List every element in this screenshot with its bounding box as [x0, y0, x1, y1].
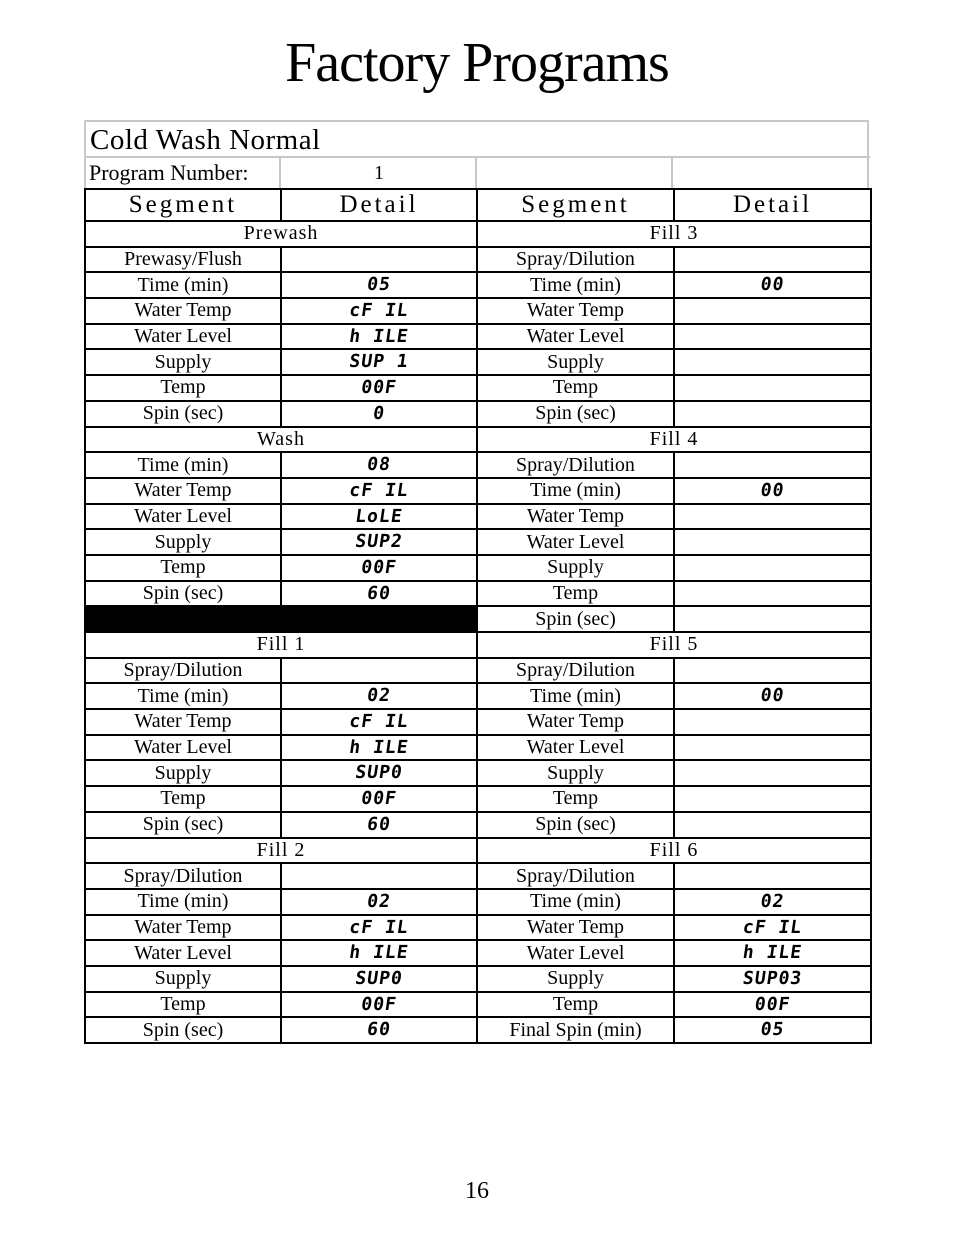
- table-row: [85, 529, 871, 555]
- segment-cell: Water Level: [85, 324, 281, 350]
- detail-cell: cF IL: [279, 478, 479, 504]
- detail-cell: [672, 324, 873, 350]
- segment-cell: Spin (sec): [85, 581, 281, 607]
- segment-cell: Supply: [477, 349, 674, 375]
- program-number-label: Program Number:: [89, 160, 249, 185]
- detail-cell: 02: [279, 683, 479, 709]
- page-title: Factory Programs: [285, 32, 669, 94]
- detail-cell: cF IL: [672, 915, 873, 941]
- detail-cell: [279, 247, 479, 273]
- table-row: [85, 966, 871, 992]
- column-header-segment: Segment: [477, 189, 674, 221]
- detail-cell: [279, 658, 479, 684]
- program-name: Cold Wash Normal: [90, 124, 321, 156]
- table-row: [85, 683, 871, 709]
- table-row: [85, 812, 871, 838]
- table-row: [85, 478, 871, 504]
- detail-cell: [672, 709, 873, 735]
- segment-cell: Water Level: [477, 735, 674, 761]
- detail-cell: SUP0: [279, 966, 479, 992]
- segment-cell: Supply: [85, 966, 281, 992]
- table-row: [85, 349, 871, 375]
- detail-cell: h ILE: [279, 940, 479, 966]
- segment-cell: Time (min): [85, 452, 281, 478]
- detail-cell: h ILE: [279, 735, 479, 761]
- table-row: [85, 247, 871, 273]
- segment-cell: Supply: [477, 760, 674, 786]
- segment-cell: Spray/Dilution: [477, 658, 674, 684]
- segment-cell: Water Level: [477, 529, 674, 555]
- detail-cell: h ILE: [672, 940, 873, 966]
- segment-cell: Time (min): [477, 272, 674, 298]
- segment-cell: Water Level: [85, 504, 281, 530]
- segment-cell: Temp: [85, 992, 281, 1018]
- detail-cell: [672, 349, 873, 375]
- table-row: [85, 427, 871, 453]
- detail-cell: [672, 735, 873, 761]
- segment-cell: Supply: [85, 349, 281, 375]
- table-row: [85, 1017, 871, 1043]
- segment-cell: Water Temp: [85, 478, 281, 504]
- segment-cell: Supply: [85, 529, 281, 555]
- detail-cell: SUP2: [279, 529, 479, 555]
- detail-cell: 02: [672, 889, 873, 915]
- program-header-divider: [84, 156, 870, 158]
- table-row: [85, 324, 871, 350]
- segment-cell: Time (min): [85, 683, 281, 709]
- segment-cell: Time (min): [477, 683, 674, 709]
- table-row: [85, 915, 871, 941]
- segment-cell: Water Level: [85, 940, 281, 966]
- table-row: [85, 658, 871, 684]
- detail-cell: 02: [279, 889, 479, 915]
- table-row: [85, 632, 871, 658]
- detail-cell: [672, 555, 873, 581]
- segment-cell: Prewasy/Flush: [85, 247, 281, 273]
- table-row: [85, 838, 871, 864]
- segment-cell: Time (min): [477, 478, 674, 504]
- section-title: Fill 1: [85, 632, 477, 658]
- segment-cell: Water Temp: [477, 504, 674, 530]
- segment-cell: Time (min): [85, 889, 281, 915]
- detail-cell: SUP0: [279, 760, 479, 786]
- segment-cell: Supply: [477, 555, 674, 581]
- detail-cell: 00F: [279, 555, 479, 581]
- table-row: [85, 735, 871, 761]
- detail-cell: [672, 581, 873, 607]
- detail-cell: [672, 760, 873, 786]
- table-row: [85, 555, 871, 581]
- detail-cell: [672, 452, 873, 478]
- table-row: [85, 272, 871, 298]
- segment-cell: Water Level: [477, 324, 674, 350]
- segment-cell: Temp: [477, 581, 674, 607]
- segment-cell: Water Level: [477, 940, 674, 966]
- segment-cell: Water Level: [85, 735, 281, 761]
- table-row: [85, 504, 871, 530]
- program-number-divider-1: [279, 157, 281, 188]
- segment-cell: Spin (sec): [85, 1017, 281, 1043]
- detail-cell: [672, 606, 873, 632]
- detail-cell: LoLE: [279, 504, 479, 530]
- table-header-row: [85, 189, 871, 221]
- detail-cell: [672, 504, 873, 530]
- segment-cell: Spin (sec): [85, 812, 281, 838]
- table-row: [85, 863, 871, 889]
- detail-cell: [672, 529, 873, 555]
- segment-cell: Temp: [477, 375, 674, 401]
- detail-cell: 60: [279, 1017, 479, 1043]
- table-row: [85, 298, 871, 324]
- segment-cell: Temp: [477, 786, 674, 812]
- detail-cell: 60: [279, 812, 479, 838]
- blackout-bar: [85, 606, 477, 632]
- segment-cell: Time (min): [477, 889, 674, 915]
- segment-cell: Time (min): [85, 272, 281, 298]
- detail-cell: h ILE: [279, 324, 479, 350]
- detail-cell: 00F: [279, 992, 479, 1018]
- detail-cell: 08: [279, 452, 479, 478]
- segment-cell: Spin (sec): [477, 812, 674, 838]
- detail-cell: 00F: [279, 375, 479, 401]
- table-row: [85, 221, 871, 247]
- detail-cell: 60: [279, 581, 479, 607]
- detail-cell: 00F: [672, 992, 873, 1018]
- segment-cell: Spray/Dilution: [85, 863, 281, 889]
- table-row: [85, 889, 871, 915]
- section-title: Fill 6: [477, 838, 871, 864]
- detail-cell: SUP03: [672, 966, 873, 992]
- segment-cell: Water Temp: [85, 298, 281, 324]
- section-title: Fill 3: [477, 221, 871, 247]
- detail-cell: [672, 401, 873, 427]
- section-title: Fill 5: [477, 632, 871, 658]
- segment-cell: Water Temp: [477, 709, 674, 735]
- detail-cell: SUP 1: [279, 349, 479, 375]
- table-row: [85, 606, 871, 632]
- segment-cell: Temp: [85, 375, 281, 401]
- segment-cell: Water Temp: [477, 915, 674, 941]
- table-row: [85, 786, 871, 812]
- detail-cell: [279, 863, 479, 889]
- segment-cell: Supply: [85, 760, 281, 786]
- detail-cell: 00: [672, 683, 873, 709]
- segment-cell: Spray/Dilution: [477, 247, 674, 273]
- segment-cell: Temp: [477, 992, 674, 1018]
- table-row: [85, 940, 871, 966]
- column-header-detail: Detail: [281, 189, 477, 221]
- detail-cell: [672, 375, 873, 401]
- segment-cell: Water Temp: [85, 709, 281, 735]
- detail-cell: 05: [672, 1017, 873, 1043]
- segment-cell: Water Temp: [85, 915, 281, 941]
- segment-cell: Spin (sec): [85, 401, 281, 427]
- detail-cell: [672, 863, 873, 889]
- detail-cell: [672, 298, 873, 324]
- section-title: Prewash: [85, 221, 477, 247]
- program-segments-table: [84, 188, 872, 1044]
- section-title: Wash: [85, 427, 477, 453]
- table-row: [85, 709, 871, 735]
- table-row: [85, 760, 871, 786]
- section-title: Fill 4: [477, 427, 871, 453]
- table-row: [85, 992, 871, 1018]
- segment-cell: Temp: [85, 555, 281, 581]
- page-number: 16: [465, 1178, 489, 1204]
- segment-cell: Supply: [477, 966, 674, 992]
- detail-cell: 00F: [279, 786, 479, 812]
- segment-cell: Spin (sec): [477, 606, 674, 632]
- table-row: [85, 452, 871, 478]
- table-row: [85, 401, 871, 427]
- segment-cell: Spray/Dilution: [85, 658, 281, 684]
- program-number-value: 1: [374, 162, 384, 184]
- detail-cell: [672, 812, 873, 838]
- detail-cell: cF IL: [279, 709, 479, 735]
- segment-cell: Spray/Dilution: [477, 863, 674, 889]
- segment-cell: Water Temp: [477, 298, 674, 324]
- column-header-detail: Detail: [674, 189, 871, 221]
- detail-cell: 0: [279, 401, 479, 427]
- detail-cell: [672, 247, 873, 273]
- detail-cell: [672, 786, 873, 812]
- segment-cell: Spray/Dilution: [477, 452, 674, 478]
- segment-cell: Temp: [85, 786, 281, 812]
- detail-cell: cF IL: [279, 915, 479, 941]
- segment-cell: Spin (sec): [477, 401, 674, 427]
- section-title: Fill 2: [85, 838, 477, 864]
- detail-cell: 05: [279, 272, 479, 298]
- detail-cell: cF IL: [279, 298, 479, 324]
- detail-cell: 00: [672, 478, 873, 504]
- table-row: [85, 581, 871, 607]
- detail-cell: [672, 658, 873, 684]
- detail-cell: 00: [672, 272, 873, 298]
- column-header-segment: Segment: [85, 189, 281, 221]
- program-number-divider-3: [671, 157, 673, 188]
- segment-cell: Final Spin (min): [477, 1017, 674, 1043]
- table-row: [85, 375, 871, 401]
